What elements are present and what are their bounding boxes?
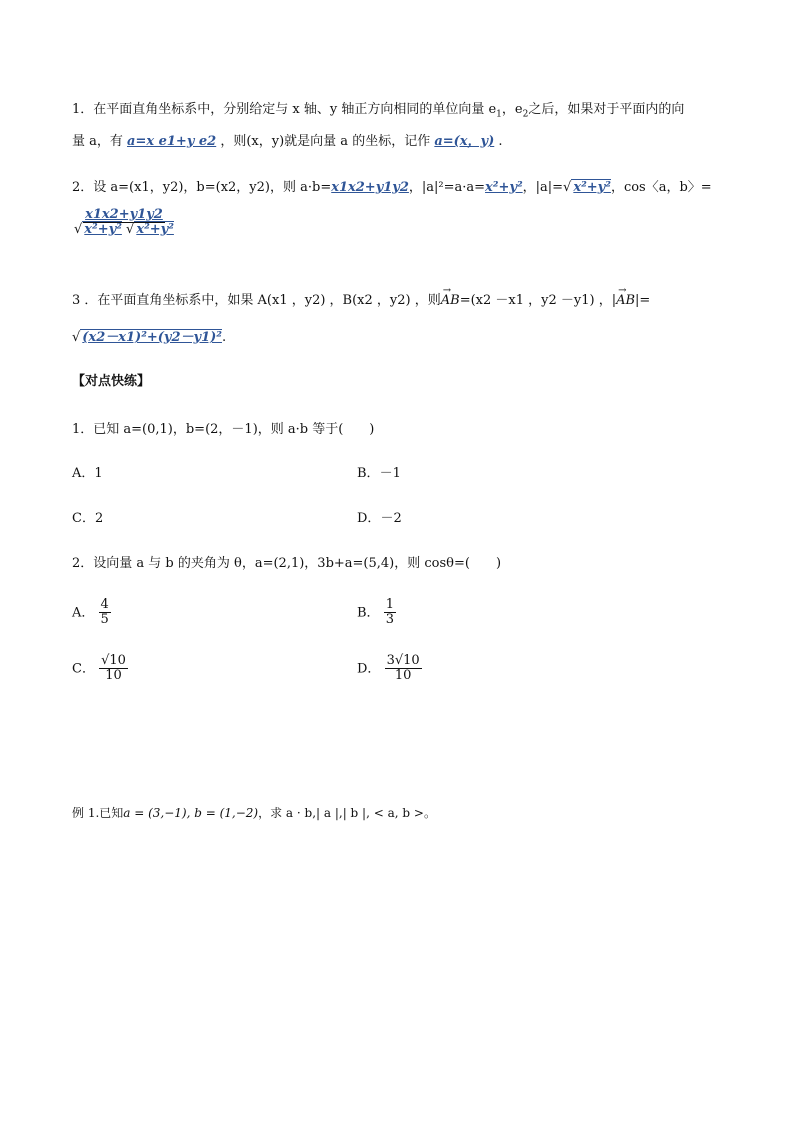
- answer-blank-distance: (x2－x1)²+(y2－y1)²: [82, 330, 222, 345]
- cos-numerator: x1x2+y1y2: [85, 207, 163, 222]
- exercise-1-option-c: C．2: [72, 511, 104, 526]
- answer-blank-1: a=x e1+y e2: [127, 134, 217, 149]
- answer-blank-dot: x1x2+y1y2: [331, 180, 409, 195]
- answer-blank-square: x²+y²: [485, 180, 523, 195]
- exercise-1-option-a: A．1: [72, 466, 103, 481]
- concept-item-1-line-1: 1．在平面直角坐标系中，分别给定与 x 轴、y 轴正方向相同的单位向量 $e_1$，$e_2$之后，如果对于平面内的向: [72, 102, 685, 120]
- exercise-2-stem: 2．设向量 a 与 b 的夹角为 θ，a=(2,1)，3b+a=(5,4)，则 cosθ=( ): [72, 556, 502, 571]
- vector-ab: → AB: [440, 285, 460, 308]
- exercise-1-stem: 1．已知 a=(0,1)，b=(2，－1)，则 a·b 等于( ): [72, 422, 375, 437]
- example-1: 例 1.已知a = (3,−1), b = (1,−2)，求 a · b,| a |,| b |, < a, b >。: [72, 806, 436, 820]
- exercise-2-option-d: D． $\frac{3√10}{10}$: [357, 653, 420, 684]
- answer-blank-modulus: x²+y²: [573, 180, 611, 195]
- example-vectors: a = (3,−1), b = (1,−2): [123, 806, 259, 820]
- answer-blank-2: a=(x，y): [434, 134, 495, 149]
- cos-denominator: √ x²+y² √ x²+y²: [74, 222, 174, 238]
- exercise-2-option-b: B． $\frac{1}{3}$: [357, 597, 394, 628]
- concept-item-1-line-2: 量 a，有 a=x e1+y e2 ，则(x，y)就是向量 a 的坐标，记作 a=(x，y) .: [72, 134, 503, 149]
- exercise-2-option-c: C． $\frac{√10}{10}$: [72, 653, 126, 684]
- concept-item-3-line-1: 3 ．在平面直角坐标系中，如果 A(x1 ，y2) ，B(x2 ，y2) ，则 → AB=(x2 －x1 ，y2 －y1) ，| → AB|=: [72, 285, 651, 308]
- exercise-1-option-d: D．－2: [357, 511, 402, 526]
- concept-item-3-line-2: √ (x2－x1)²+(y2－y1)².: [72, 330, 227, 345]
- exercise-1-option-b: B．－1: [357, 466, 401, 481]
- section-heading: 【对点快练】: [72, 374, 151, 389]
- exercise-2-option-a: A． $\frac{4}{5}$: [72, 597, 109, 628]
- vector-ab-modulus: → AB: [616, 285, 636, 308]
- concept-item-2-line-1: 2．设 a=(x1，y2)，b=(x2，y2)，则 a·b=x1x2+y1y2，|a|²=a·a=x²+y²，|a|=√ x²+y²，cos〈a，b〉=: [72, 180, 712, 195]
- cos-formula-fraction: [72, 208, 176, 238]
